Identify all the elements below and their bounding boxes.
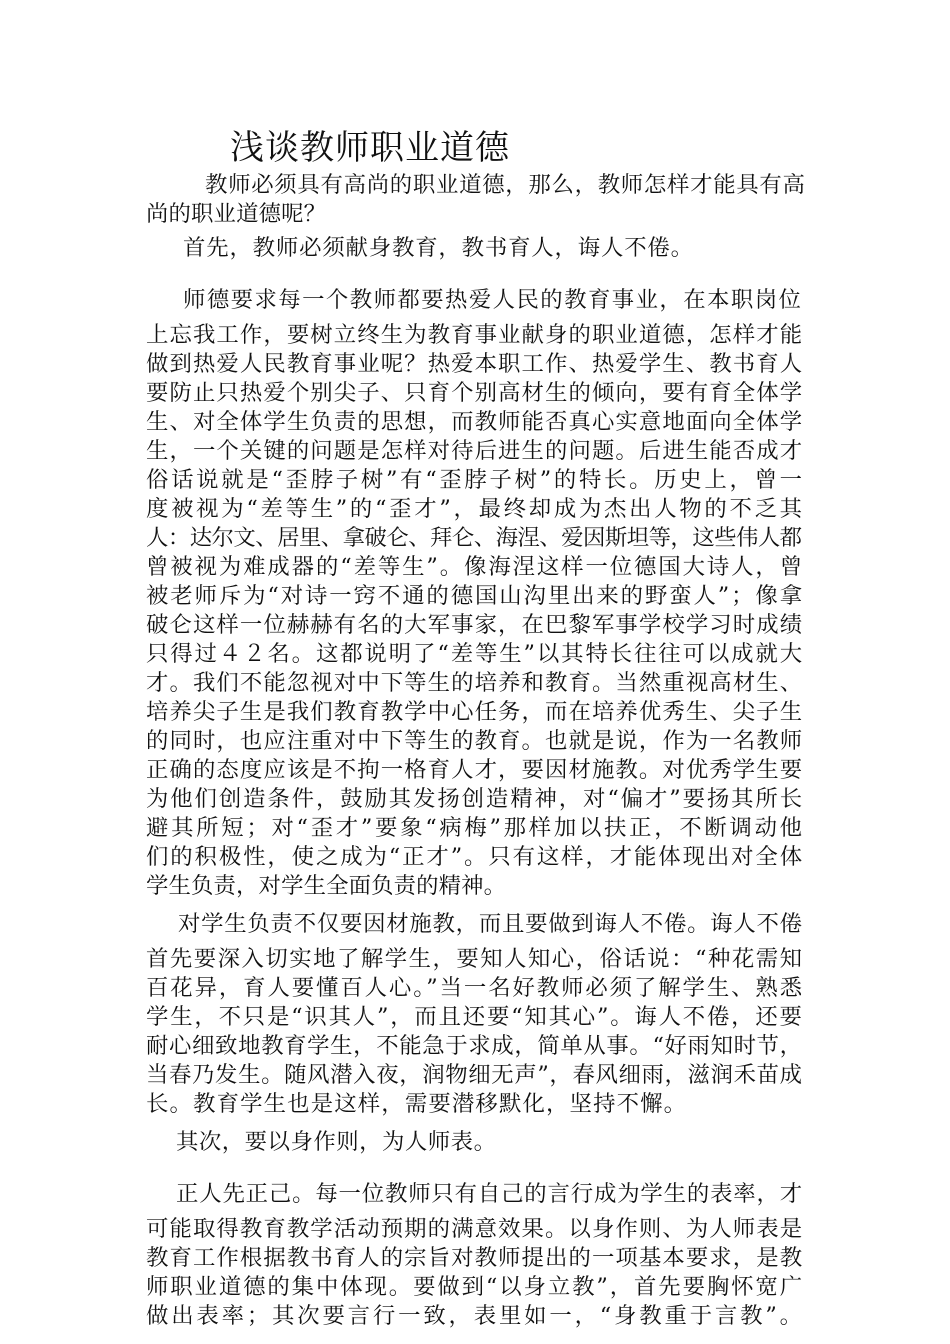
body-line: 只得过４２名。这都说明了“差等生”以其特长往往可以成就大 bbox=[146, 641, 804, 667]
body-line: 生、对全体学生负责的思想，而教师能否真心实意地面向全体学 bbox=[146, 409, 804, 435]
body-line: 被老师斥为“对诗一窍不通的德国山沟里出来的野蛮人”；像拿 bbox=[146, 583, 804, 609]
body-line: 才。我们不能忽视对中下等生的培养和教育。当然重视高材生、 bbox=[146, 670, 804, 696]
body-line: 培养尖子生是我们教育教学中心任务，而在培养优秀生、尖子生 bbox=[146, 699, 804, 725]
body-line: 避其所短；对“歪才”要象“病梅”那样加以扶正，不断调动他 bbox=[146, 815, 805, 841]
body-line: 做到热爱人民教育事业呢？热爱本职工作、热爱学生、教书育人 bbox=[146, 351, 804, 377]
body-line: 正人先正己。每一位教师只有自己的言行成为学生的表率，才 bbox=[176, 1181, 803, 1207]
body-line: 的同时，也应注重对中下等生的教育。也就是说，作为一名教师 bbox=[146, 728, 804, 754]
body-line: 要防止只热爱个别尖子、只育个别高材生的倾向，要有育全体学 bbox=[146, 380, 804, 406]
body-line: 做出表率；其次要言行一致，表里如一，“身教重于言教”。 bbox=[146, 1303, 805, 1329]
document-title: 浅谈教师职业道德 bbox=[230, 128, 510, 168]
body-line: 上忘我工作，要树立终生为教育事业献身的职业道德，怎样才能 bbox=[146, 322, 804, 348]
body-line: 学生，不只是“识其人”，而且还要“知其心”。诲人不倦，还要 bbox=[146, 1004, 804, 1030]
body-line: 尚的职业道德呢？ bbox=[146, 201, 327, 227]
body-line: 可能取得教育教学活动预期的满意效果。以身作则、为人师表是 bbox=[146, 1216, 804, 1242]
body-line: 度被视为“差等生”的“歪才”，最终却成为杰出人物的不乏其 bbox=[146, 496, 805, 522]
body-line: 长。教育学生也是这样，需要潜移默化，坚持不懈。 bbox=[146, 1091, 688, 1117]
body-line: 人：达尔文、居里、拿破仑、拜仑、海涅、爱因斯坦等，这些伟人都 bbox=[146, 525, 802, 551]
body-line: 百花异，育人要懂百人心。”当一名好教师必须了解学生、熟悉 bbox=[146, 975, 804, 1001]
body-line: 俗话说就是“歪脖子树”有“歪脖子树”的特长。历史上，曾一 bbox=[146, 467, 805, 493]
body-line: 生，一个关键的问题是怎样对待后进生的问题。后进生能否成才 bbox=[146, 438, 804, 464]
body-line: 学生负责，对学生全面负责的精神。 bbox=[146, 873, 507, 899]
body-line: 们的积极性，使之成为“正才”。只有这样，才能体现出对全体 bbox=[146, 844, 804, 870]
body-line: 首先，教师必须献身教育，教书育人，诲人不倦。 bbox=[183, 235, 694, 261]
body-line: 师职业道德的集中体现。要做到“以身立教”，首先要胸怀宽广 bbox=[146, 1274, 804, 1300]
body-line: 破仑这样一位赫赫有名的大军事家，在巴黎军事学校学习时成绩 bbox=[146, 612, 804, 638]
body-line: 当春乃发生。随风潜入夜，润物细无声”，春风细雨，滋润禾苗成 bbox=[146, 1062, 803, 1088]
body-line: 正确的态度应该是不拘一格育人才，要因材施教。对优秀学生要 bbox=[146, 757, 804, 783]
body-line: 为他们创造条件，鼓励其发扬创造精神，对“偏才”要扬其所长 bbox=[146, 786, 804, 812]
body-line: 教育工作根据教书育人的宗旨对教师提出的一项基本要求，是教 bbox=[146, 1245, 804, 1271]
body-line: 教师必须具有高尚的职业道德，那么，教师怎样才能具有高 bbox=[205, 172, 806, 198]
body-line: 其次，要以身作则，为人师表。 bbox=[176, 1129, 497, 1155]
body-line: 对学生负责不仅要因材施教，而且要做到诲人不倦。诲人不倦 bbox=[178, 911, 803, 937]
body-line: 师德要求每一个教师都要热爱人民的教育事业，在本职岗位 bbox=[183, 287, 803, 313]
body-line: 首先要深入切实地了解学生，要知人知心，俗话说：“种花需知 bbox=[146, 946, 804, 972]
body-line: 耐心细致地教育学生，不能急于求成，简单从事。“好雨知时节， bbox=[146, 1033, 803, 1059]
body-line: 曾被视为难成器的“差等生”。像海涅这样一位德国大诗人，曾 bbox=[146, 554, 804, 580]
